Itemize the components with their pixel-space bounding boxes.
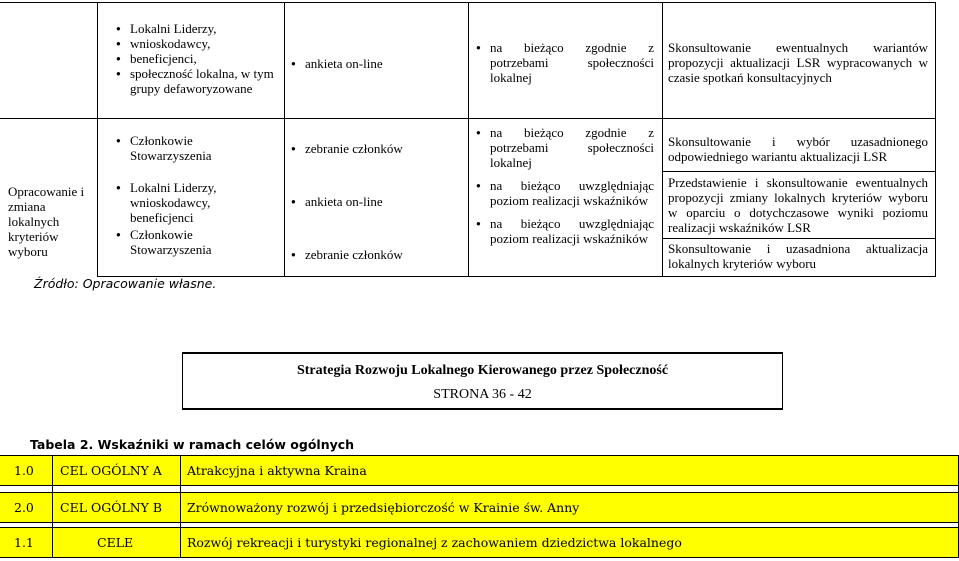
row-text: Rozwój rekreacji i turystyki regionalnej z zachowaniem dziedzictwa lokalnego [187,535,682,550]
row2-goal-divider [662,171,936,172]
page-footer [182,352,783,410]
row2-method-list [291,141,461,262]
table1-col-divider [662,2,663,277]
row1-timing-list [476,40,654,85]
table2-border [0,455,959,456]
table2-col-divider [180,455,181,558]
table2-col-divider [52,455,53,558]
table2-border [0,522,959,523]
list-item: ● ankieta on-line [291,194,461,209]
table-row [0,456,959,485]
list-item: ● na bieżąco zgodnie z potrzebami społeczności lokalnej [476,125,654,170]
list-item: ● społeczność lokalna, w tym grupy defaworyzowane [116,66,280,96]
footer-title: Strategia Rozwoju Lokalnego Kierowanego przez Społeczność [296,363,669,378]
row-text: Zrównoważony rozwój i przedsiębiorczość w Krainie św. Anny [187,500,580,515]
row2-goal-item: Skonsultowanie i wybór uzasadnionego odpowiedniego wariantu aktualizacji LSR [668,134,928,164]
row2-category-text: Opracowanie i zmiana lokalnych kryteriów wyboru [8,184,85,259]
list-item: ● na bieżąco uwzględniając poziom realizacji wskaźników [476,216,654,246]
table2-border [0,557,959,558]
list-item: ● wnioskodawcy, [116,36,280,51]
list-item: ● Członkowie Stowarzyszenia [116,227,230,257]
table1-col-divider [284,2,285,277]
list-item: ● Lokalni Liderzy, wnioskodawcy, beneficjenci [116,180,230,225]
source-note: Źródło: Opracowanie własne. [34,276,217,291]
row1-goal-text: Skonsultowanie ewentualnych wariantów propozycji aktualizacji LSR wypracowanych w czasie spotkań konsultacyjnych [668,40,928,85]
list-item: ● Lokalni Liderzy, [116,21,280,36]
table2-border [0,485,959,486]
list-item: ● na bieżąco zgodnie z potrzebami społeczności lokalnej [476,40,654,85]
row-label: CEL OGÓLNY B [60,500,163,515]
row2-timing-list [476,125,654,246]
table-row [0,528,959,557]
row1-method-list [291,56,461,71]
table-row [0,493,959,522]
page-number: STRONA 36 - 42 [433,387,532,402]
row-text: Atrakcyjna i aktywna Kraina [187,463,367,478]
table1-right-border [935,2,936,277]
table1-col-divider [468,2,469,277]
row2-goal-item: Skonsultowanie i uzasadniona aktualizacja lokalnych kryteriów wyboru [668,241,928,271]
row-number: 2.0 [14,500,34,515]
list-item: ● Członkowie Stowarzyszenia [116,133,230,163]
row-number: 1.0 [14,463,34,478]
table1-col-divider [97,2,98,277]
list-item: ● na bieżąco uwzględniając poziom realizacji wskaźników [476,178,654,208]
row-number: 1.1 [14,535,34,550]
list-item: ● zebranie członków [291,141,461,156]
row-label: CELE [97,535,134,550]
table1-bottom-border [97,276,936,277]
row2-goal-item: Przedstawienie i skonsultowanie ewentualnych propozycji zmiany lokalnych kryteriów wyboru w oparciu o dotychczasowe wyniki poziomu realizacji wskaźników LSR [668,175,928,235]
row-label: CEL OGÓLNY A [60,463,162,478]
row1-participants-list [116,21,280,96]
list-item: ● zebranie członków [291,247,461,262]
row2-goal-divider [662,238,936,239]
list-item: ● beneficjenci, [116,51,280,66]
table2-border [0,492,959,493]
table2-title: Tabela 2. Wskaźniki w ramach celów ogólnych [30,437,355,452]
list-item: ● ankieta on-line [291,56,461,71]
table2-border [0,527,959,528]
row2-participants-list [116,133,280,257]
